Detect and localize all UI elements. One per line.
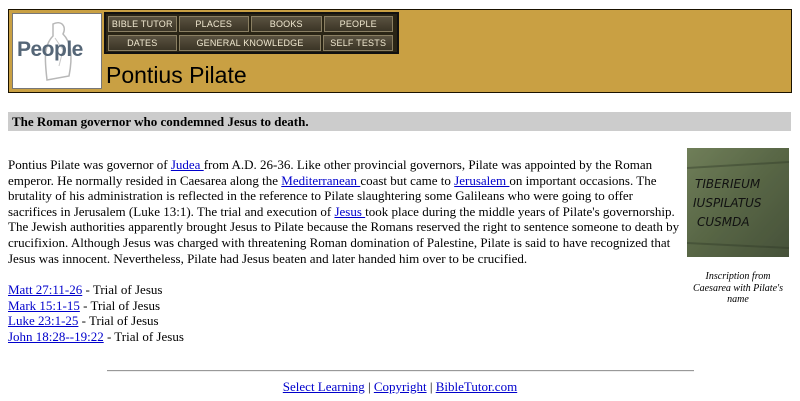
ref-link-matt[interactable]: Matt 27:11-26: [8, 282, 83, 297]
inscription-line: TIBERIEUM: [695, 177, 761, 191]
body-text-1: Pontius Pilate was governor of: [8, 157, 171, 172]
ref-link-luke[interactable]: Luke 23:1-25: [8, 313, 79, 329]
reference-item: [8, 329, 184, 345]
logo-text: People: [17, 38, 83, 61]
ref-link-mark[interactable]: Mark 15:1-15: [8, 297, 80, 313]
footer-separator: |: [426, 379, 436, 394]
inscription-line: CUSMDA: [697, 215, 750, 229]
reference-item: [8, 313, 184, 329]
site-header: [8, 9, 792, 93]
nav-general-knowledge[interactable]: GENERAL KNOWLEDGE: [179, 35, 322, 51]
article-body: [8, 157, 683, 266]
section-logo[interactable]: [12, 13, 102, 89]
nav-places[interactable]: PLACES: [179, 16, 249, 32]
article-paragraph: [8, 157, 683, 266]
footer-link-bibletutor[interactable]: BibleTutor.com: [435, 379, 518, 394]
body-text-4: on important occasions. The brutality of his administration is reflected in the reference to Pilate slaughtering some Galileans who were going to offer sacrifices in Jerusalem (Luke 13:1). The trial and execution of: [8, 172, 657, 219]
nav-dates[interactable]: DATES: [108, 35, 177, 51]
image-caption: Inscription from Caesarea with Pilate's name: [692, 271, 784, 305]
footer-separator: |: [364, 379, 374, 394]
ref-link-john[interactable]: John 18:28--19:22: [8, 328, 104, 344]
nav-bible-tutor[interactable]: BIBLE TUTOR: [108, 16, 177, 32]
subtitle-bar: The Roman governor who condemned Jesus to death.: [8, 112, 791, 131]
body-text-2: from A.D. 26-36. Like other provincial governors, Pilate was appointed by the Roman emperor. He normally resided in Caesarea along the: [8, 157, 653, 188]
footer-link-copyright[interactable]: Copyright: [373, 379, 427, 394]
main-navigation: [104, 12, 399, 54]
site-footer: [0, 379, 800, 395]
ref-text: - Trial of Jesus: [82, 282, 163, 297]
inscription-line: IUSPILATUS: [693, 196, 762, 210]
link-mediterranean[interactable]: Mediterranean: [281, 172, 361, 188]
link-judea[interactable]: Judea: [170, 157, 204, 172]
link-jesus[interactable]: Jesus: [334, 203, 366, 219]
stone-inscription-picture: [687, 148, 789, 257]
reference-item: [8, 282, 184, 298]
scripture-references: [8, 282, 184, 344]
nav-row-2: [108, 35, 395, 52]
footer-link-select-learning[interactable]: Select Learning: [282, 379, 365, 394]
inscription-image: [687, 148, 789, 257]
body-text-5: took place during the middle years of Pilate's governorship. The Jewish authorities apparently brought Jesus to Pilate because the Romans reserved the right to sentence someone to death by crucifixion. Although Jesus was charged with threatening Roman domination of Palestine, Pilate is said to have recognized that Jesus was innocent. Nevertheless, Pilate had Jesus beaten and later handed him over to be crucified.: [8, 203, 680, 266]
nav-self-tests[interactable]: SELF TESTS: [323, 35, 393, 51]
footer-divider: [107, 370, 694, 372]
nav-people[interactable]: PEOPLE: [324, 16, 394, 32]
link-jerusalem[interactable]: Jerusalem: [454, 172, 510, 188]
nav-books[interactable]: BOOKS: [251, 16, 321, 32]
ref-text: - Trial of Jesus: [79, 297, 161, 313]
body-text-3: coast but came to: [360, 172, 455, 188]
nav-row-1: [108, 16, 395, 33]
ref-text: - Trial of Jesus: [78, 313, 159, 329]
reference-item: [8, 298, 184, 314]
ref-text: - Trial of Jesus: [103, 328, 184, 344]
page-title: Pontius Pilate: [106, 62, 247, 88]
